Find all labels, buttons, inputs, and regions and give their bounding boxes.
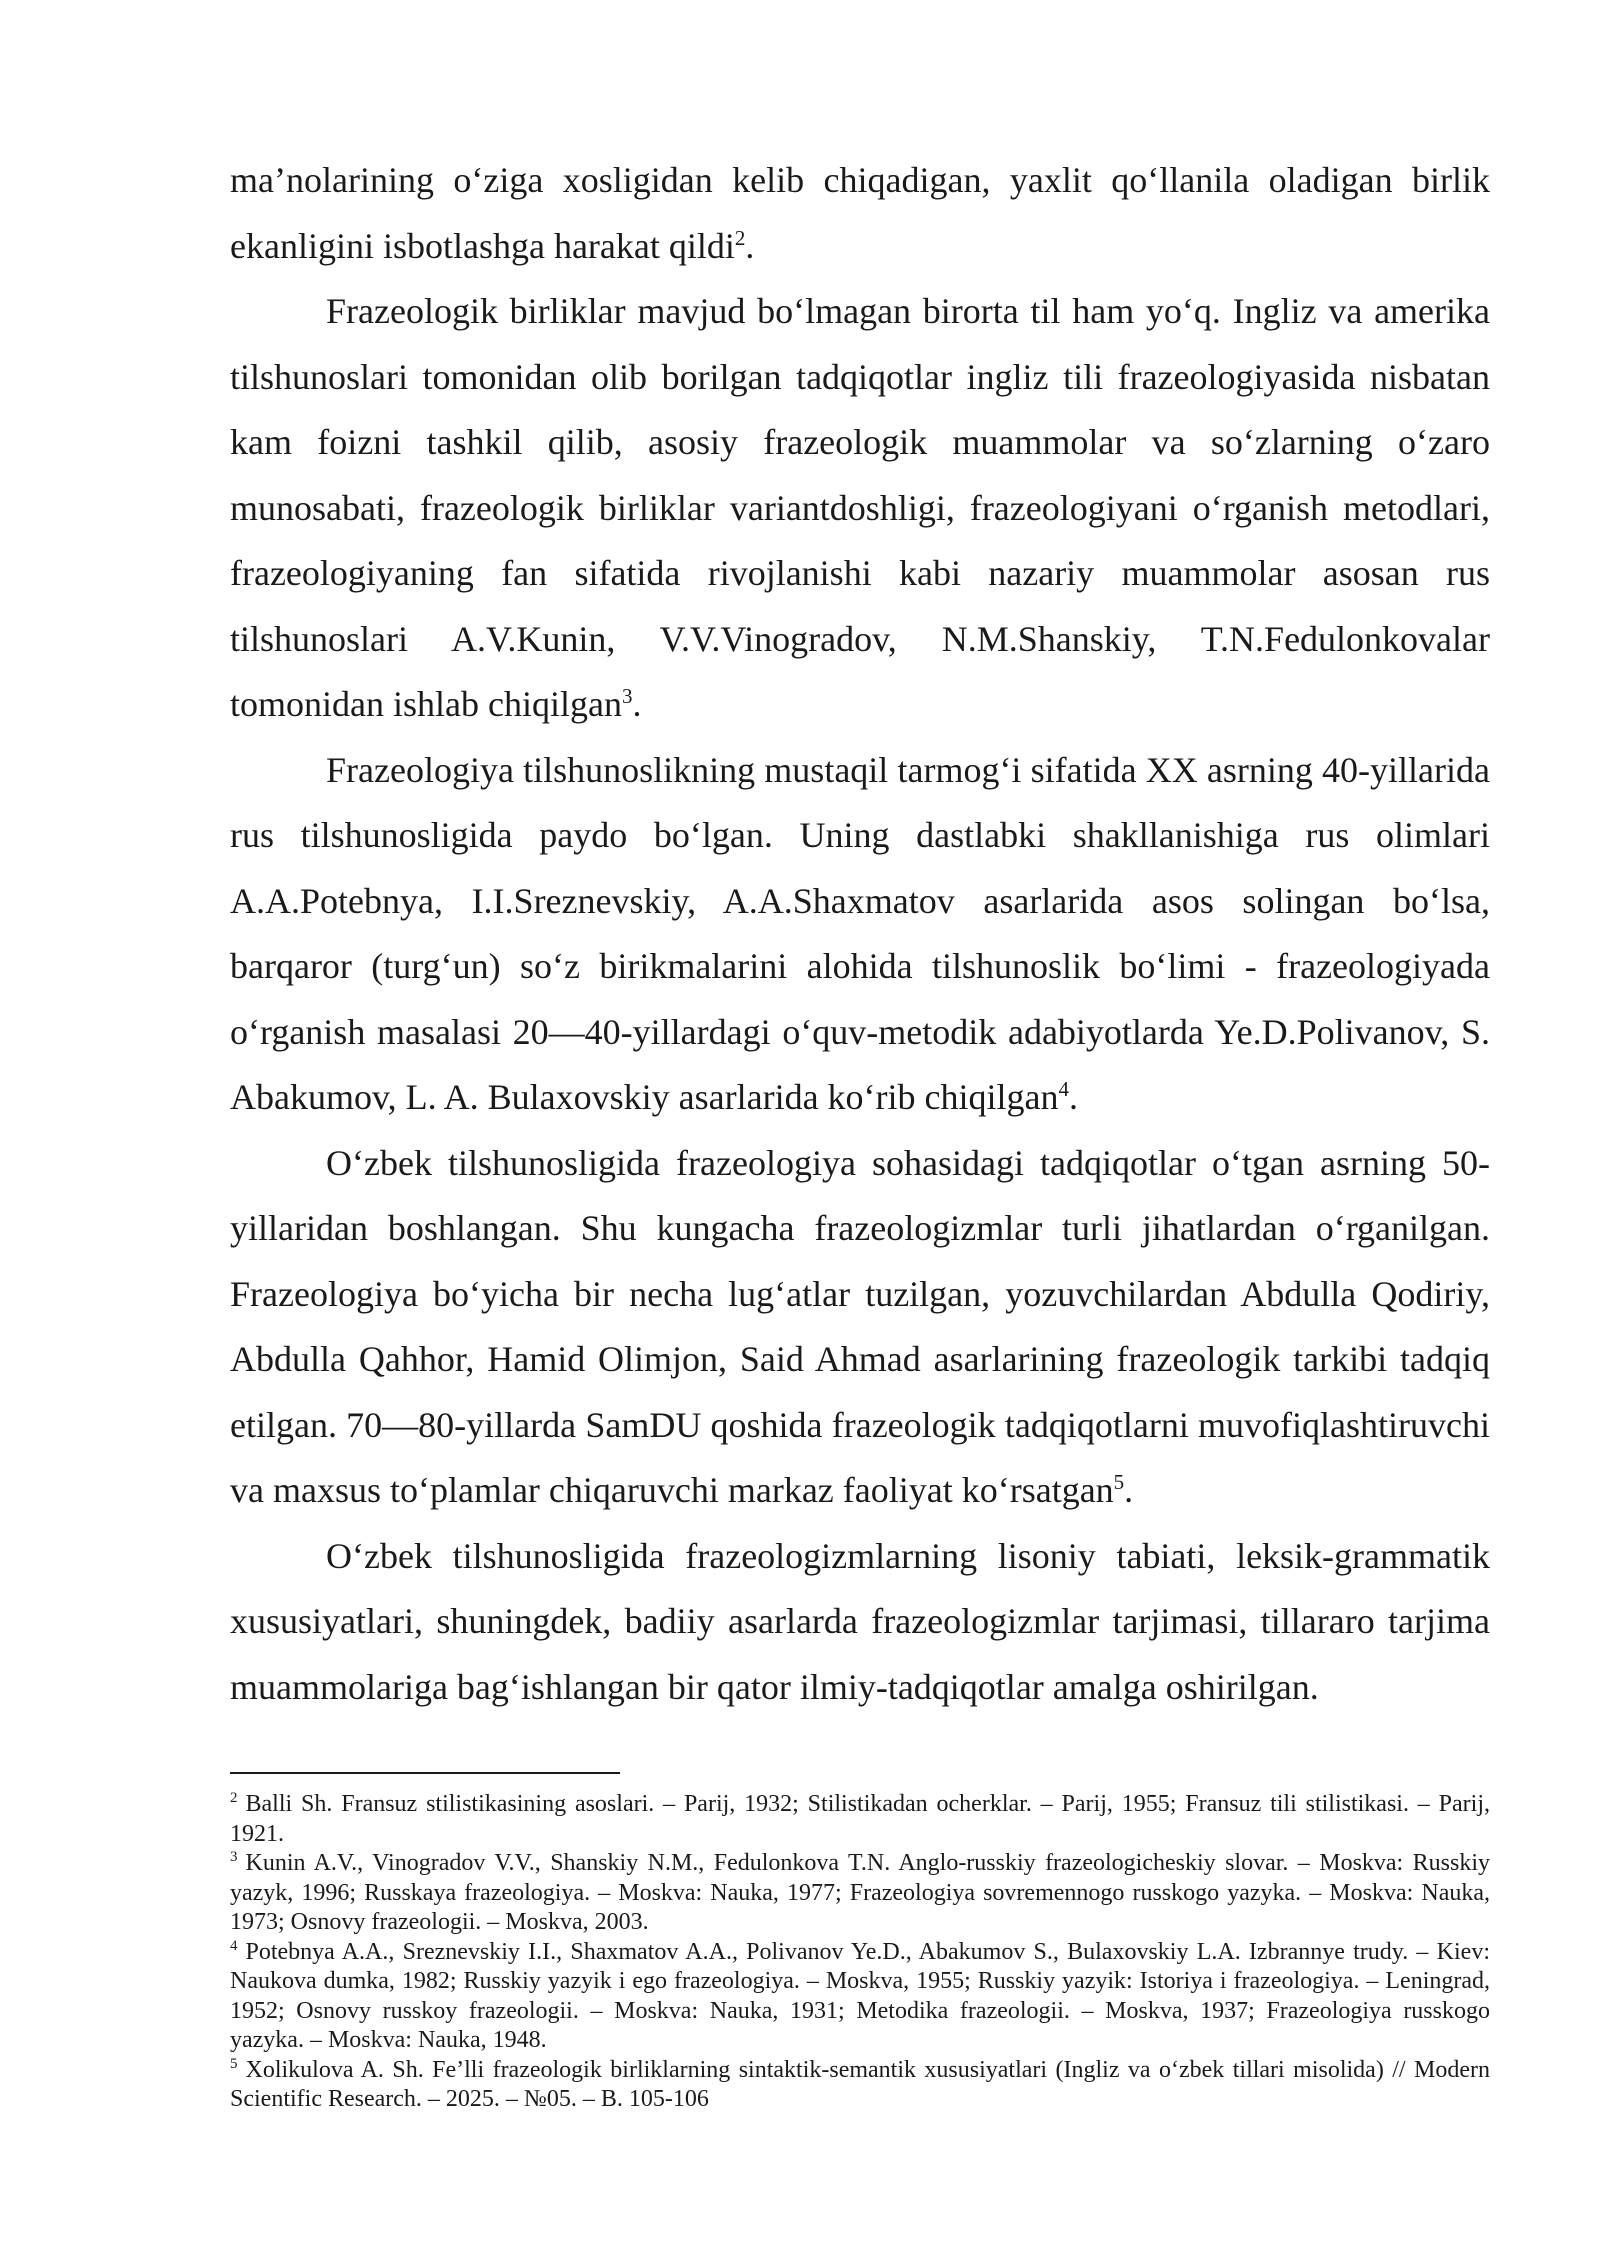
paragraph-3 (230, 738, 1490, 1131)
footnote-4 (230, 1938, 1490, 2056)
footnote-text: Potebnya A.A., Sreznevskiy I.I., Shaxmatov A.A., Polivanov Ye.D., Abakumov S., Bulaxovskiy L.A. Izbrannye trudy. – Kiev: Naukova dumka, 1982; Russkiy yazyik i ego frazeologiya. – Moskva, 1955; Russkiy yazyik: Istoriya i frazeologiya. – Leningrad, 1952; Osnovy russkoy frazeologii. – Moskva: Nauka, 1931; Metodika frazeologii. – Moskva, 1937; Frazeologiya russkogo yazyka. – Moskva: Nauka, 1948. (230, 1938, 1490, 2053)
paragraph-5-text: O‘zbek tilshunosligida frazeologizmlarning lisoniy tabiati, leksik-grammatik xususiyatlari, shuningdek, badiiy asarlarda frazeologizmlar tarjimasi, tillararo tarjima muammolariga bag‘ishlangan bir qator ilmiy-tadqiqotlar amalga oshirilgan. (230, 1535, 1490, 1707)
footnote-ref-4[interactable]: 4 (1058, 1077, 1069, 1101)
footnote-separator (230, 1772, 620, 1774)
paragraph-4 (230, 1131, 1490, 1524)
footnote-text: Balli Sh. Fransuz stilistikasining asoslari. – Parij, 1932; Stilistikadan ocherklar. – Parij, 1955; Fransuz tili stilistikasi. – Parij, 1921. (230, 1791, 1490, 1847)
footnotes (230, 1790, 1490, 2115)
body-text (230, 148, 1490, 1720)
footnote-text: Kunin A.V., Vinogradov V.V., Shanskiy N.M., Fedulonkova T.N. Anglo-russkiy frazeologicheskiy slovar. – Moskva: Russkiy yazyk, 1996; Russkaya frazeologiya. – Moskva: Nauka, 1977; Frazeologiya sovremennogo russkogo yazyka. – Moskva: Nauka, 1973; Osnovy frazeologii. – Moskva, 2003. (230, 1850, 1490, 1935)
paragraph-5 (230, 1524, 1490, 1721)
footnote-mark: 4 (230, 1937, 238, 1954)
footnote-text: Xolikulova A. Sh. Fe’lli frazeologik birliklarning sintaktik-semantik xususiyatlari (Ingliz va o‘zbek tillari misolida) // Modern Scientific Research. – 2025. – №05. – B. 105-106 (230, 2056, 1490, 2112)
paragraph-3-text: Frazeologiya tilshunoslikning mustaqil tarmog‘i sifatida XX asrning 40-yillarida rus tilshunosligida paydo bo‘lgan. Uning dastlabki shakllanishiga rus olimlari A.A.Potebnya, I.I.Sreznevskiy, A.A.Shaxmatov asarlarida asos solingan bo‘lsa, barqaror (turg‘un) so‘z birikmalarini alohida tilshunoslik bo‘limi - frazeologiyada o‘rganish masalasi 20—40-yillardagi o‘quv-metodik adabiyotlarda Ye.D.Polivanov, S. Abakumov, L. A. Bulaxovskiy asarlarida ko‘rib chiqilgan (230, 749, 1490, 1117)
paragraph-4-text: O‘zbek tilshunosligida frazeologiya sohasidagi tadqiqotlar o‘tgan asrning 50-yillaridan boshlangan. Shu kungacha frazeologizmlar turli jihatlardan o‘rganilgan. Frazeologiya bo‘yicha bir necha lug‘atlar tuzilgan, yozuvchilardan Abdulla Qodiriy, Abdulla Qahhor, Hamid Olimjon, Said Ahmad asarlarining frazeologik tarkibi tadqiq etilgan. 70—80-yillarda SamDU qoshida frazeologik tadqiqotlarni muvofiqlashtiruvchi va maxsus to‘plamlar chiqaruvchi markaz faoliyat ko‘rsatgan (230, 1142, 1490, 1510)
paragraph-4-tail: . (1124, 1470, 1134, 1510)
paragraph-2-tail: . (632, 684, 642, 724)
footnote-mark: 5 (230, 2055, 238, 2072)
paragraph-1-tail: . (745, 225, 755, 266)
footnote-mark: 2 (230, 1790, 238, 1806)
paragraph-1-text: ma’nolarining o‘ziga xosligidan kelib chiqadigan, yaxlit qo‘llanila oladigan birlik ekanligini isbotlashga harakat qildi (230, 160, 1490, 266)
footnote-ref-2[interactable]: 2 (734, 225, 746, 250)
footnote-ref-5[interactable]: 5 (1113, 1470, 1125, 1494)
paragraph-1 (230, 148, 1490, 279)
paragraph-2-text: Frazeologik birliklar mavjud bo‘lmagan birorta til ham yo‘q. Ingliz va amerika tilshunoslari tomonidan olib borilgan tadqiqotlar ingliz tili frazeologiyasida nisbatan kam foizni tashkil qilib, asosiy frazeologik muammolar va so‘zlarning o‘zaro munosabati, frazeologik birliklar variantdoshligi, frazeologiyani o‘rganish metodlari, frazeologiyaning fan sifatida rivojlanishi kabi nazariy muammolar asosan rus tilshunoslari A.V.Kunin, V.V.Vinogradov, N.M.Shanskiy, T.N.Fedulonkovalar tomonidan ishlab chiqilgan (230, 291, 1490, 724)
footnote-mark: 3 (230, 1849, 238, 1865)
document-page (230, 148, 1490, 2115)
footnote-ref-3[interactable]: 3 (621, 684, 633, 708)
paragraph-2 (230, 279, 1490, 738)
footnote-3 (230, 1849, 1490, 1938)
footnote-2 (230, 1790, 1490, 1849)
paragraph-3-tail: . (1069, 1077, 1078, 1117)
footnote-5 (230, 2056, 1490, 2115)
